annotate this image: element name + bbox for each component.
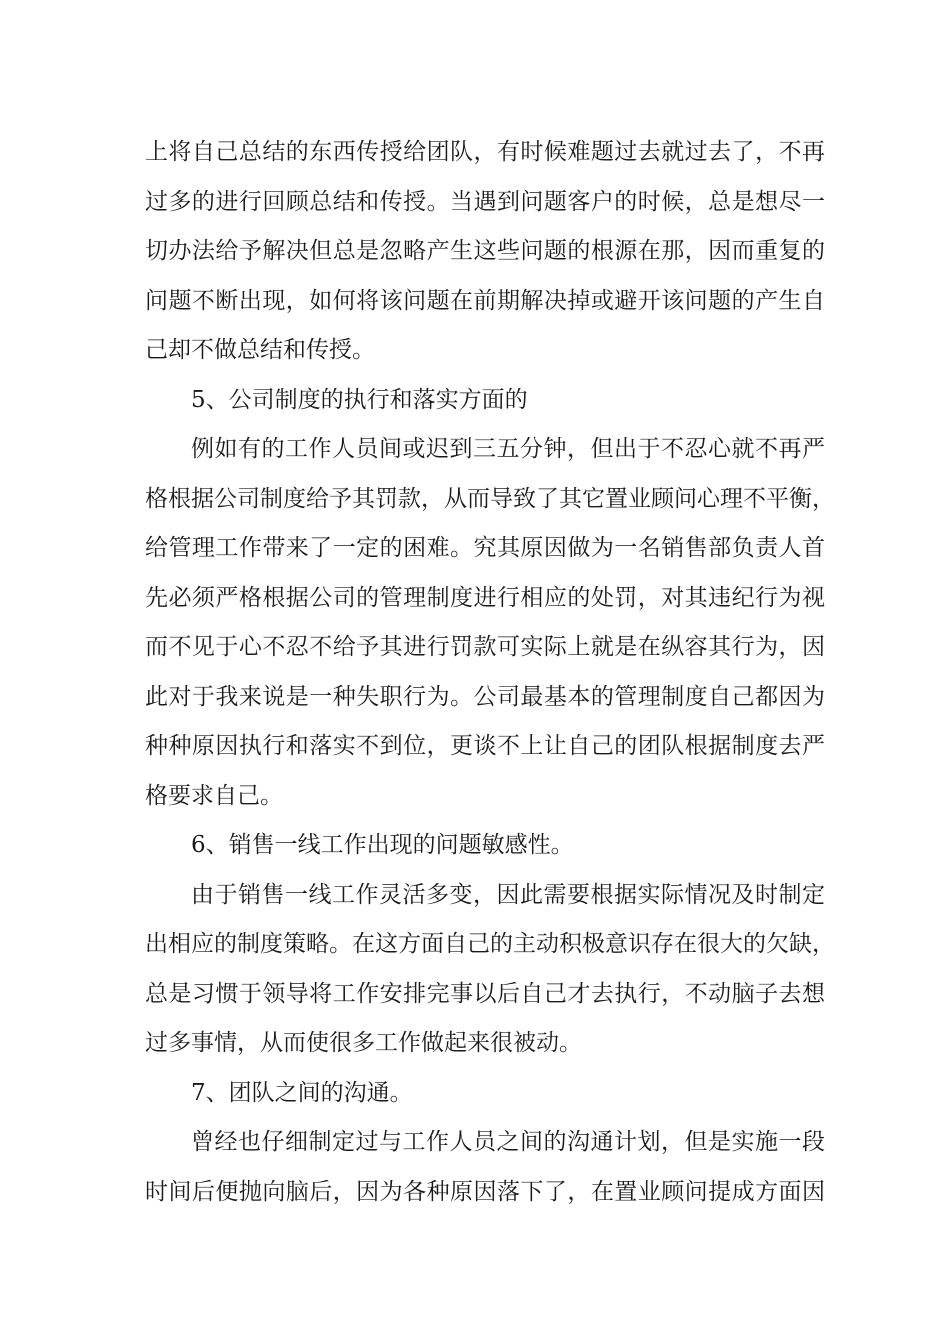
document-body [145, 128, 835, 1217]
text-line: 例如有的工作人员间或迟到三五分钟，但出于不忍心就不再严 [191, 436, 825, 462]
text-line: 切办法给予解决但总是忽略产生这些问题的根源在那，因而重复的 [145, 238, 825, 264]
text-line: 格根据公司制度给予其罚款，从而导致了其它置业顾问心理不平衡， [145, 485, 835, 512]
section-heading-7: 7、团队之间的沟通。 [191, 1079, 413, 1106]
text-line: 曾经也仔细制定过与工作人员之间的沟通计划，但是实施一段 [191, 1129, 825, 1155]
text-line: 格要求自己。 [145, 782, 283, 809]
text-line: 由于销售一线工作灵活多变，因此需要根据实际情况及时制定 [191, 881, 825, 908]
text-line: 出相应的制度策略。在这方面自己的主动积极意识存在很大的欠缺， [145, 931, 835, 957]
text-line: 过多事情，从而使很多工作做起来很被动。 [145, 1030, 582, 1056]
text-line: 问题不断出现，如何将该问题在前期解决掉或避开该问题的产生自 [145, 287, 825, 314]
text-line: 时间后便抛向脑后，因为各种原因落下了，在置业顾问提成方面因 [145, 1178, 825, 1205]
text-line: 总是习惯于领导将工作安排完事以后自己才去执行，不动脑子去想 [145, 980, 825, 1007]
text-line: 给管理工作带来了一定的困难。究其原因做为一名销售部负责人首 [145, 535, 825, 561]
text-line: 此对于我来说是一种失职行为。公司最基本的管理制度自己都因为 [145, 683, 825, 710]
text-line: 上将自己总结的东西传授给团队，有时候难题过去就过去了，不再 [145, 139, 825, 165]
section-heading-6: 6、销售一线工作出现的问题敏感性。 [191, 832, 574, 858]
text-line: 种种原因执行和落实不到位，更谈不上让自己的团队根据制度去严 [145, 733, 825, 759]
text-line: 过多的进行回顾总结和传授。当遇到问题客户的时候，总是想尽一 [145, 188, 825, 215]
text-line: 己却不做总结和传授。 [145, 337, 375, 363]
text-line: 先必须严格根据公司的管理制度进行相应的处罚，对其违纪行为视 [145, 584, 825, 611]
section-heading-5: 5、公司制度的执行和落实方面的 [191, 386, 528, 413]
text-line: 而不见于心不忍不给予其进行罚款可实际上就是在纵容其行为，因 [145, 634, 825, 660]
